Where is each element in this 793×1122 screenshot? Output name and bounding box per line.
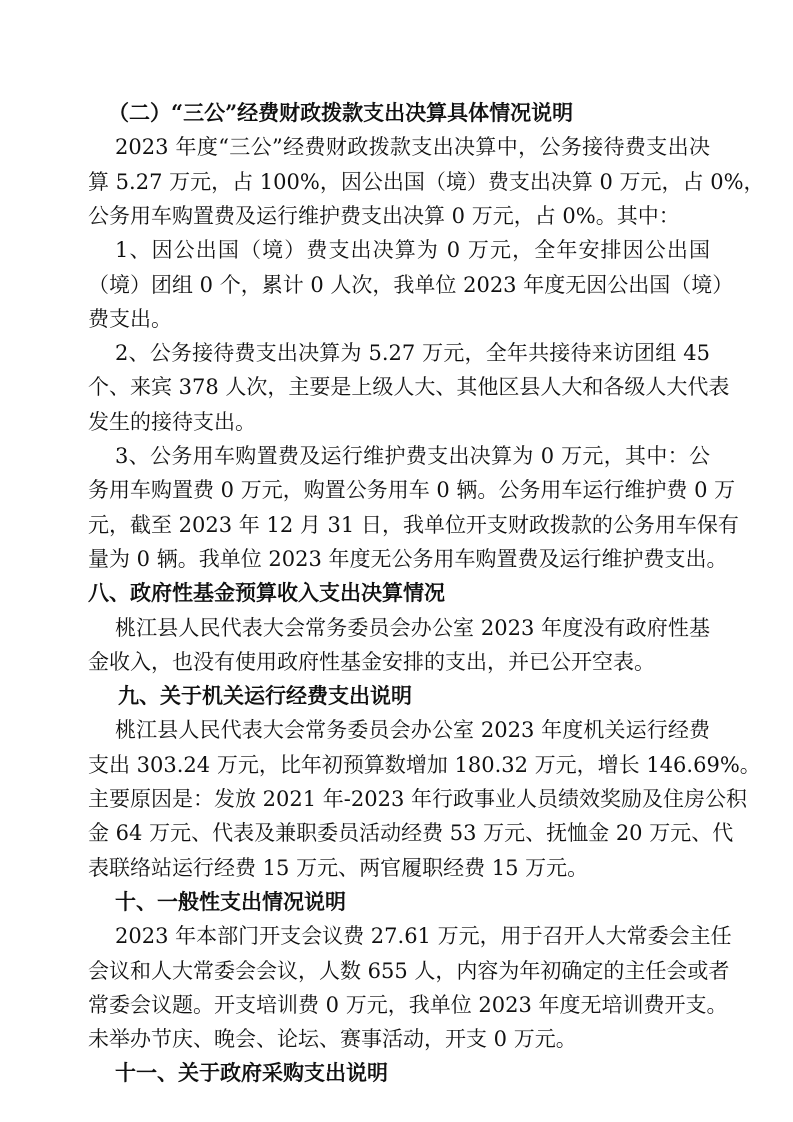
paragraph-line: 个、来宾 378 人次，主要是上级人大、其他区县人大和各级人大代表 xyxy=(88,375,730,400)
paragraph-line: 主要原因是：发放 2021 年-2023 年行政事业人员绩效奖励及住房公积 xyxy=(88,787,748,811)
paragraph-line: 2023 年本部门开支会议费 27.61 万元，用于召开人大常委会主任 xyxy=(115,924,732,949)
paragraph-line: 费支出。 xyxy=(88,306,172,331)
paragraph-line: 2023 年度“三公”经费财政拨款支出决算中，公务接待费支出决 xyxy=(115,135,710,160)
section-heading: 八、政府性基金预算收入支出决算情况 xyxy=(88,580,445,606)
paragraph-line: 3、公务用车购置费及运行维护费支出决算为 0 万元，其中：公 xyxy=(115,444,710,468)
paragraph-line: 金 64 万元、代表及兼职委员活动经费 53 万元、抚恤金 20 万元、代 xyxy=(88,821,734,846)
paragraph-line: 桃江县人民代表大会常务委员会办公室 2023 年度没有政府性基 xyxy=(115,615,710,640)
paragraph-line: 表联络站运行经费 15 万元、两官履职经费 15 万元。 xyxy=(88,855,589,880)
paragraph-line: 量为 0 辆。我单位 2023 年度无公务用车购置费及运行维护费支出。 xyxy=(88,546,728,571)
paragraph-line: 2、公务接待费支出决算为 5.27 万元，全年共接待来访团组 45 xyxy=(115,341,710,366)
paragraph-line: 支出 303.24 万元，比年初预算数增加 180.32 万元，增长 146.69%。 xyxy=(88,752,761,777)
paragraph-line: 金收入，也没有使用政府性基金安排的支出，并已公开空表。 xyxy=(88,649,655,674)
paragraph-line: 常委会议题。开支培训费 0 万元，我单位 2023 年度无培训费开支。 xyxy=(88,992,728,1017)
paragraph-line: 元，截至 2023 年 12 月 31 日，我单位开支财政拨款的公务用车保有 xyxy=(88,512,739,537)
paragraph-line: 1、因公出国（境）费支出决算为 0 万元，全年安排因公出国 xyxy=(115,238,710,263)
section-heading: 十、一般性支出情况说明 xyxy=(115,888,346,914)
section-heading: 九、关于机关运行经费支出说明 xyxy=(118,683,412,709)
paragraph-line: 务用车购置费 0 万元，购置公务用车 0 辆。公务用车运行维护费 0 万 xyxy=(88,478,736,503)
paragraph-line: 会议和人大常委会会议，人数 655 人，内容为年初确定的主任会或者 xyxy=(88,958,730,983)
section-heading: 十一、关于政府采购支出说明 xyxy=(115,1060,388,1086)
paragraph-line: 发生的接待支出。 xyxy=(88,409,256,434)
paragraph-line: 算 5.27 万元，占 100%，因公出国（境）费支出决算 0 万元，占 0%， xyxy=(88,169,765,194)
paragraph-line: 桃江县人民代表大会常务委员会办公室 2023 年度机关运行经费 xyxy=(115,718,710,743)
paragraph-line: （境）团组 0 个，累计 0 人次，我单位 2023 年度无因公出国（境） xyxy=(88,272,734,297)
section-heading: （二）“三公”经费财政拨款支出决算具体情况说明 xyxy=(108,100,574,125)
paragraph-line: 公务用车购置费及运行维护费支出决算 0 万元，占 0%。其中： xyxy=(88,203,680,228)
paragraph-line: 未举办节庆、晚会、论坛、赛事活动，开支 0 万元。 xyxy=(88,1027,577,1052)
